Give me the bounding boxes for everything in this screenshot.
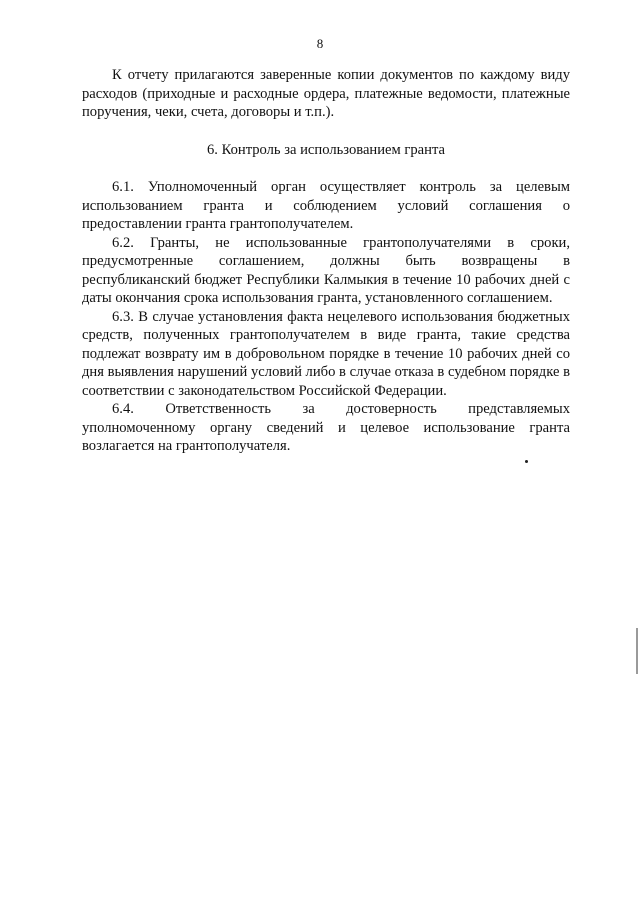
clause-6-3: 6.3. В случае установления факта нецелевого использования бюджетных средств, полученных грантополучателем в виде гранта, такие средства подлежат возврату им в добровольном порядке в течение 10 рабочих дней со дня выявления нарушений условий либо в случае отказа в судебном порядке в соответствии с законодательством Российской Федерации. [82, 308, 570, 399]
section-heading: 6. Контроль за использованием гранта [206, 141, 446, 158]
scan-speck [525, 460, 528, 463]
clause-6-2: 6.2. Гранты, не использованные грантополучателями в сроки, предусмотренные соглашением, должны быть возвращены в республиканский бюджет Республики Калмыкия в течение 10 рабочих дней с даты окончания срока использования гранта, установленного соглашением. [82, 234, 570, 306]
document-body [82, 66, 570, 456]
scan-edge-mark [636, 628, 638, 674]
intro-paragraph: К отчету прилагаются заверенные копии документов по каждому виду расходов (приходные и расходные ордера, платежные ведомости, платежные поручения, чеки, счета, договоры и т.п.). [82, 67, 570, 120]
page-number: 8 [316, 36, 324, 51]
clause-6-1: 6.1. Уполномоченный орган осуществляет контроль за целевым использованием гранта и соблюдением условий соглашения о предоставлении гранта грантополучателем. [82, 179, 570, 232]
clause-6-4: 6.4. Ответственность за достоверность представляемых уполномоченному органу сведений и целевое использование гранта возлагается на грантополучателя. [82, 401, 570, 454]
